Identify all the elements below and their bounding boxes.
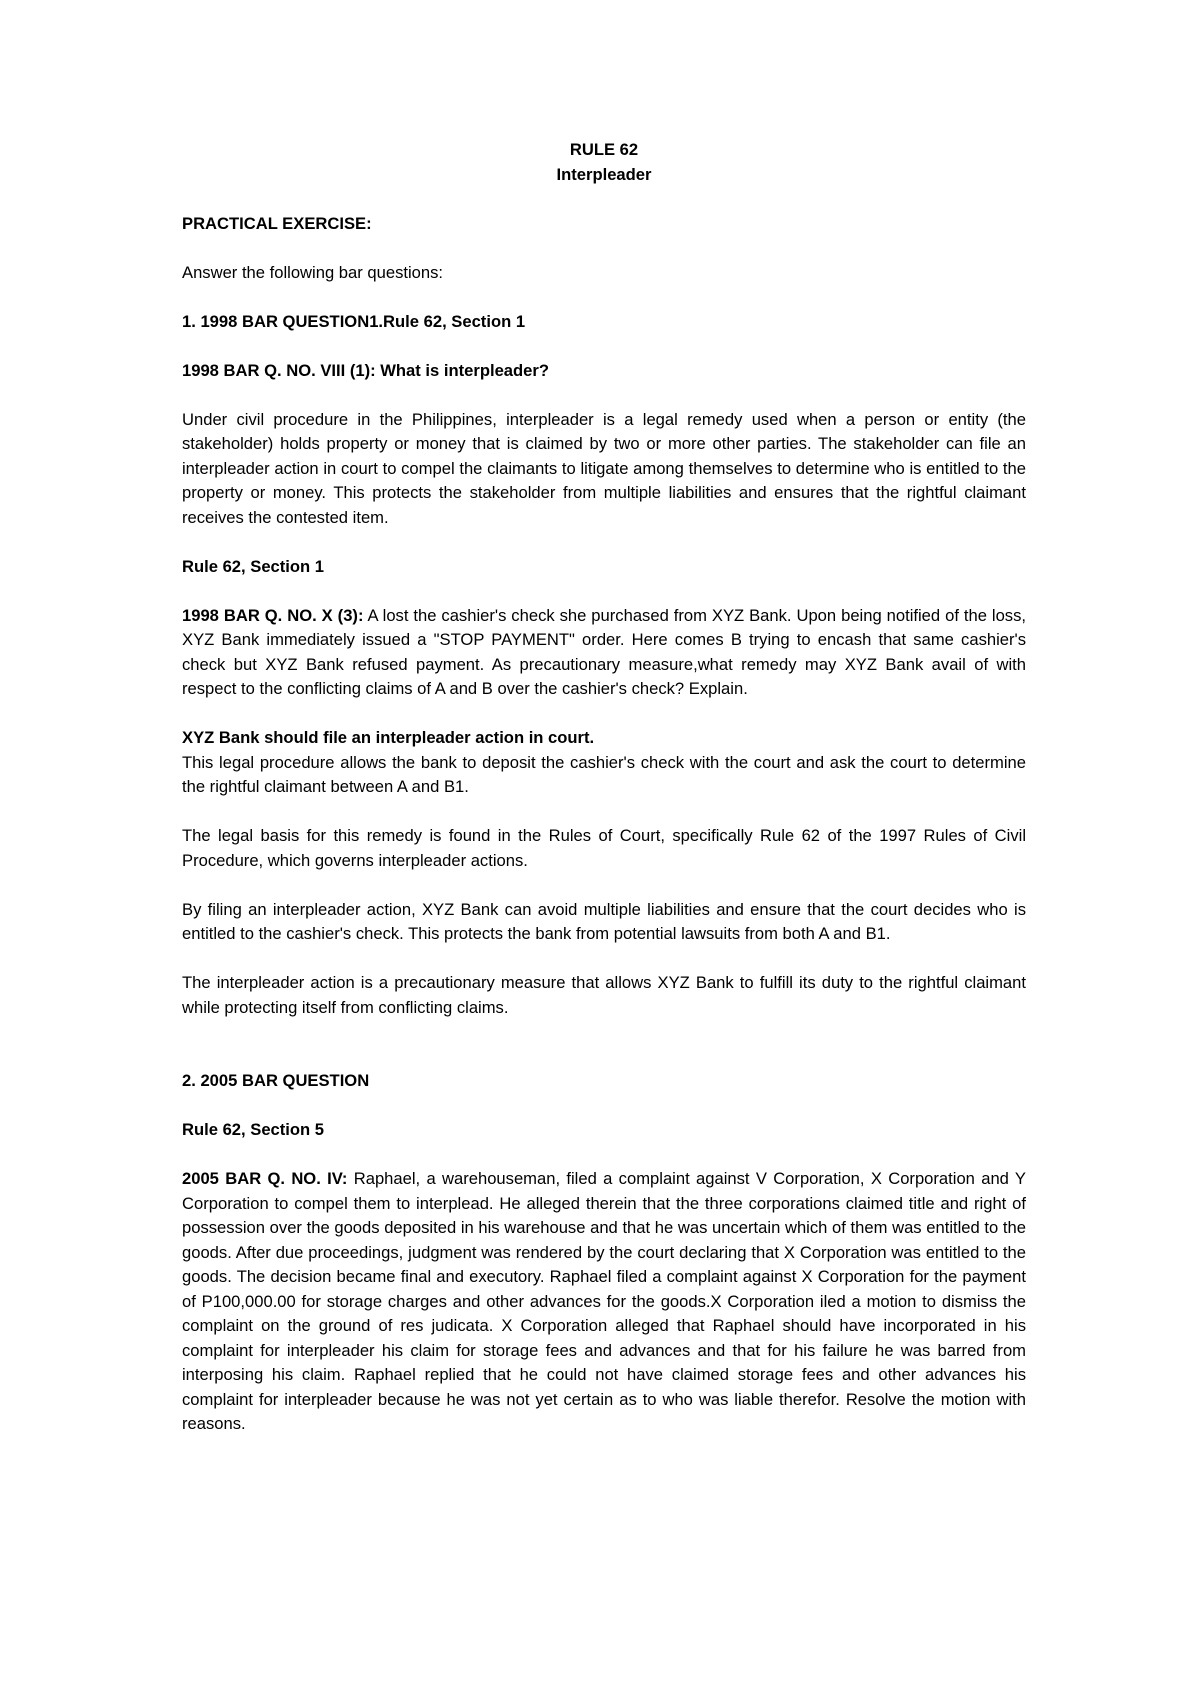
question-1b-text bbox=[182, 604, 1026, 702]
question-2-text bbox=[182, 1167, 1026, 1437]
question-1b-answer-p4: The interpleader action is a precautionary measure that allows XYZ Bank to fulfill its duty to the rightful claimant while protecting itself from conflicting claims. bbox=[182, 973, 1026, 1017]
question-1a-heading: 1998 BAR Q. NO. VIII (1): What is interpleader? bbox=[182, 360, 549, 380]
question-1b-answer-heading: XYZ Bank should file an interpleader action in court. bbox=[182, 728, 595, 747]
rule-subject: Interpleader bbox=[556, 164, 652, 184]
exercise-label: PRACTICAL EXERCISE: bbox=[182, 213, 372, 233]
question-2-section-label: Rule 62, Section 5 bbox=[182, 1120, 325, 1139]
rule-number: RULE 62 bbox=[569, 140, 639, 159]
question-1b-body: A lost the cashier's check she purchased from XYZ Bank. Upon being notified of the loss, XYZ Bank immediately issued a "STOP PAYMENT" order. Here comes B trying to encash that same cashier's check but XYZ Bank refused payment. As precautionary measure,what remedy may XYZ Bank avail of with respect to the conflicting claims of A and B over the cashier's check? Explain. bbox=[182, 605, 1027, 698]
question-1a-answer: Under civil procedure in the Philippines, interpleader is a legal remedy used when a person or entity (the stakeholder) holds property or money that is claimed by two or more other parties. The stakeholder can file an interpleader action in court to compel the claimants to litigate among themselves to determine who is entitled to the property or money. This protects the stakeholder from multiple liabilities and ensures that the rightful claimant receives the contested item. bbox=[182, 409, 1026, 527]
instruction-text: Answer the following bar questions: bbox=[182, 262, 444, 282]
question-1b-answer-p2: The legal basis for this remedy is found in the Rules of Court, specifically Rule 62 of the 1997 Rules of Civil Procedure, which governs interpleader actions. bbox=[182, 826, 1026, 870]
document-page bbox=[182, 138, 1026, 1437]
question-1b-answer-p3: By filing an interpleader action, XYZ Bank can avoid multiple liabilities and ensure that the court decides who is entitled to the cashier's check. This protects the bank from potential lawsuits from both A and B1. bbox=[182, 899, 1026, 943]
question-1-section-label: Rule 62, Section 1 bbox=[182, 556, 325, 576]
question-2-heading: 2. 2005 BAR QUESTION bbox=[182, 1071, 370, 1090]
question-2-body: Raphael, a warehouseman, filed a complaint against V Corporation, X Corporation and Y Corporation to compel them to interplead. He alleged therein that the three corporations claimed title and right of possession over the goods deposited in his warehouse and that he was uncertain which of them was entitled to the goods. After due proceedings, judgment was rendered by the court declaring that X Corporation was entitled to the goods. The decision became final and executory. Raphael filed a complaint against X Corporation for the payment of P100,000.00 for storage charges and other advances for the goods.X Corporation iled a motion to dismiss the complaint on the ground of res judicata. X Corporation alleged that Raphael should have incorporated in his complaint for interpleader his claim for storage fees and advances and that for his failure he was barred from interposing his claim. Raphael replied that he could not have claimed storage fees and other advances his complaint for interpleader because he was not yet certain as to who was liable therefor. Resolve the motion with reasons. bbox=[182, 1169, 1026, 1433]
question-1b-label: 1998 BAR Q. NO. X (3): bbox=[182, 605, 364, 625]
question-1b-answer-p1: This legal procedure allows the bank to deposit the cashier's check with the court and ask the court to determine the rightful claimant between A and B1. bbox=[182, 752, 1026, 796]
question-2-label: 2005 BAR Q. NO. IV: bbox=[182, 1169, 348, 1188]
question-1-heading: 1. 1998 BAR QUESTION1.Rule 62, Section 1 bbox=[182, 311, 526, 331]
